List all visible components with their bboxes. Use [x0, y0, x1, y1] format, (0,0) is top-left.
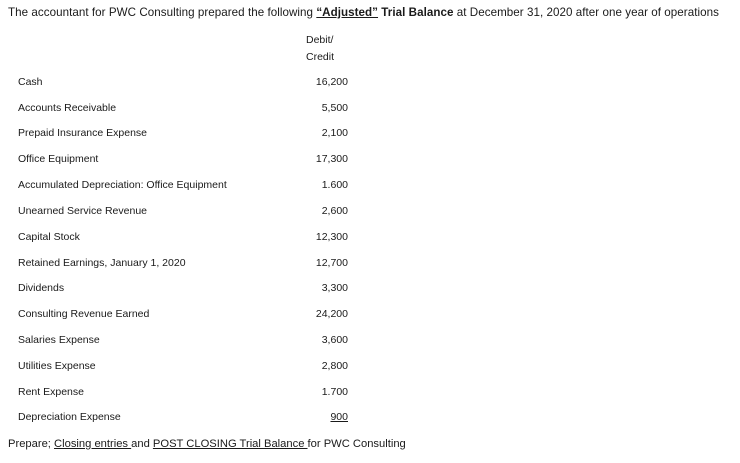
account-name: Consulting Revenue Earned [18, 308, 150, 320]
account-name: Salaries Expense [18, 334, 100, 346]
account-amount: 3,300 [321, 282, 348, 294]
account-amount: 900 [330, 411, 348, 423]
account-name: Capital Stock [18, 231, 80, 243]
account-name: Prepaid Insurance Expense [18, 127, 147, 139]
footer-instruction [8, 438, 406, 450]
account-name: Utilities Expense [18, 360, 96, 372]
intro-text [8, 6, 719, 19]
account-amount: 2,600 [321, 205, 348, 217]
trial-balance-row [18, 334, 348, 348]
trial-balance-row [18, 179, 348, 193]
trial-balance-row [18, 282, 348, 296]
trial-balance-row [18, 127, 348, 141]
account-name: Accounts Receivable [18, 102, 117, 114]
intro-part1: The accountant for PWC Consulting prepared the following [8, 6, 317, 19]
intro-balance: Balance [408, 6, 454, 19]
trial-balance-row [18, 102, 348, 116]
intro-adjusted: “Adjusted” [316, 6, 379, 19]
account-amount: 17,300 [315, 153, 348, 165]
footer-closing-entries: Closing entries [54, 438, 132, 450]
column-header-debit: Debit/ [306, 34, 334, 46]
footer-prefix: Prepare; [8, 438, 55, 450]
column-header-credit: Credit [306, 51, 335, 63]
account-amount: 24,200 [315, 308, 348, 320]
trial-balance-row [18, 231, 348, 245]
account-amount: 1.700 [321, 386, 348, 398]
footer-suffix: for PWC Consulting [307, 438, 406, 450]
account-name: Depreciation Expense [18, 411, 121, 423]
account-amount: 3,600 [321, 334, 348, 346]
footer-post-closing: POST CLOSING Trial Balance [152, 438, 308, 450]
account-amount: 2,100 [321, 127, 348, 139]
account-amount: 5,500 [321, 102, 348, 114]
account-name: Dividends [18, 282, 65, 294]
trial-balance-row [18, 153, 348, 167]
intro-part2: Trial [378, 6, 409, 19]
account-amount: 2,800 [321, 360, 348, 372]
account-amount: 16,200 [315, 76, 348, 88]
trial-balance-row [18, 386, 348, 400]
account-name: Office Equipment [18, 153, 99, 165]
account-name: Rent Expense [18, 386, 84, 398]
intro-part3: at December 31, 2020 after one year of operations [453, 6, 719, 19]
account-amount: 12,300 [315, 231, 348, 243]
account-name: Retained Earnings, January 1, 2020 [18, 257, 186, 269]
account-amount: 12,700 [315, 257, 348, 269]
footer-and: and [131, 438, 153, 450]
trial-balance-row [18, 411, 348, 425]
trial-balance-row [18, 308, 348, 322]
trial-balance-row [18, 76, 348, 90]
trial-balance-row [18, 257, 348, 271]
account-name: Cash [18, 76, 43, 88]
account-amount: 1.600 [321, 179, 348, 191]
trial-balance-row [18, 205, 348, 219]
account-name: Accumulated Depreciation: Office Equipment [18, 179, 227, 191]
account-name: Unearned Service Revenue [18, 205, 147, 217]
trial-balance-row [18, 360, 348, 374]
